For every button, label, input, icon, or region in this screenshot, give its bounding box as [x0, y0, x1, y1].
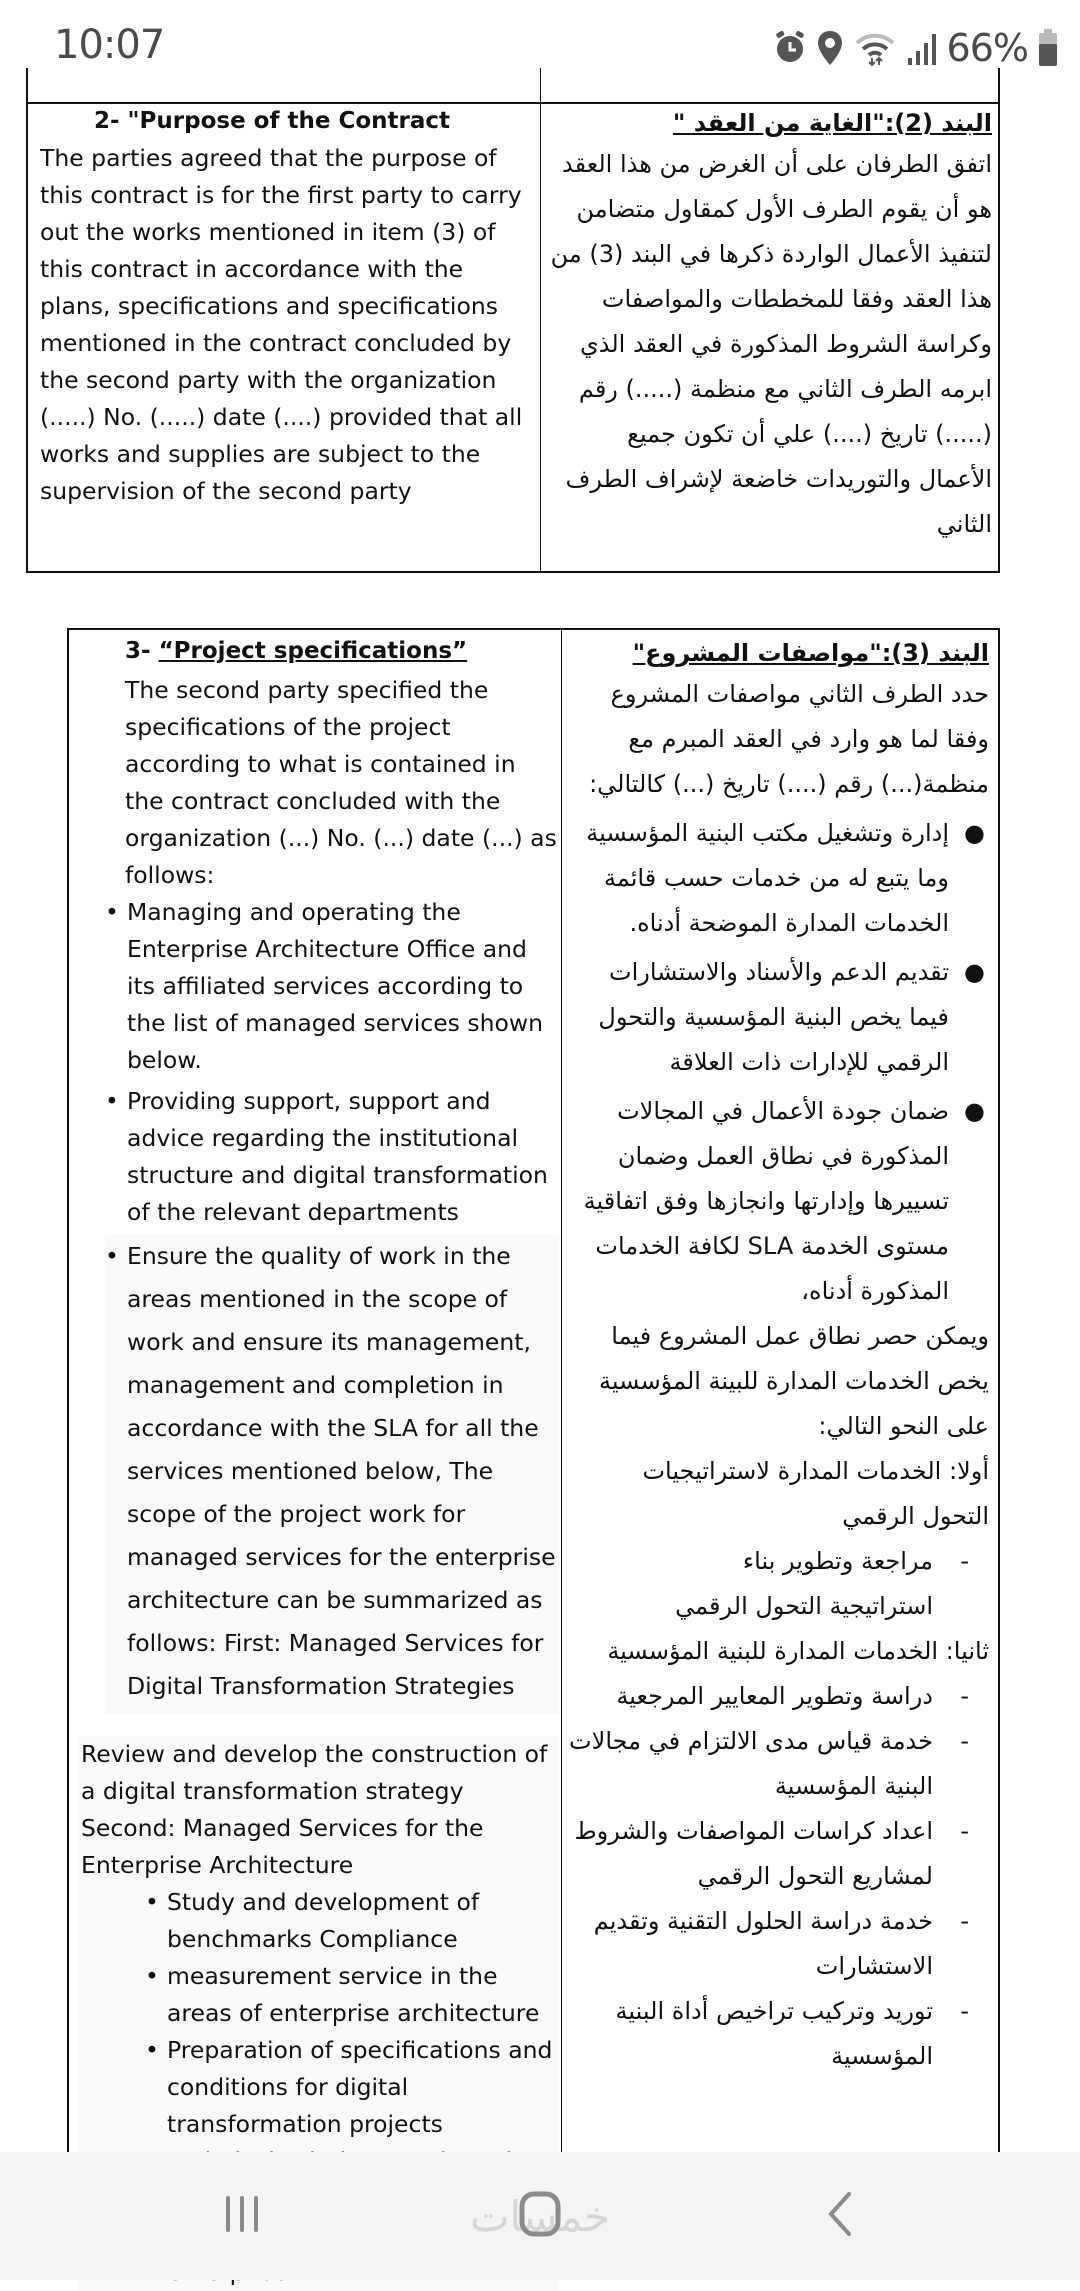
list-item: - اعداد كراسات المواصفات والشروط لمشاريع التحول الرقمي — [569, 1809, 989, 1899]
home-button[interactable] — [500, 2186, 580, 2246]
section-2-english-cell — [40, 106, 536, 571]
navigation-bar — [0, 2152, 1080, 2280]
section-3-arabic-second-items — [569, 1674, 989, 2079]
list-item: ● ضمان جودة الأعمال في المجالات المذكورة في نطاق العمل وضمان تسييرها وإدارتها وانجازها وفق اتفاقية مستوى الخدمة SLA لكافة الخدمات المذكورة أدناه، — [569, 1089, 989, 1314]
section-2-english-heading: 2- "Purpose of the Contract — [94, 108, 451, 134]
back-button[interactable] — [800, 2186, 880, 2246]
previous-row — [28, 68, 998, 104]
list-item: ● تقديم الدعم والأسناد والاستشارات فيما يخص البنية المؤسسية والتحول الرقمي للإدارات ذات العلاقة — [569, 950, 989, 1085]
section-2-arabic-cell — [548, 104, 992, 571]
section-3-arabic-second-heading: ثانيا: الخدمات المدارة للبنية المؤسسية — [607, 1637, 989, 1665]
location-icon — [817, 30, 843, 66]
section-3-arabic-scope: ويمكن حصر نطاق عمل المشروع فيما يخص الخدمات المدارة للبينة المؤسسية على النحو التالي: — [599, 1322, 989, 1440]
back-icon — [825, 2191, 855, 2242]
paragraph: Review and develop the construction of a digital transformation strategy — [81, 1740, 548, 1805]
section-3-arabic-first-heading: أولا: الخدمات المدارة لاستراتيجيات التحول الرقمي — [642, 1457, 989, 1530]
wifi-icon — [853, 30, 897, 66]
list-item: - خدمة دراسة الحلول التقنية وتقديم الاستشارات — [569, 1899, 989, 1989]
bullet-text: Preparation of specifications and conditions for digital transformation projects — [167, 2036, 553, 2138]
section-3-arabic-intro: حدد الطرف الثاني مواصفات المشروع وفقا لما هو وارد في العقد المبرم مع منظمة(...) رقم (....) تاريخ (...) كالتالي: — [589, 680, 989, 798]
section-2-table — [26, 68, 1000, 573]
bullet-text: خدمة دراسة الحلول التقنية وتقديم الاستشارات — [593, 1907, 933, 1980]
list-item: • Providing support, support and advice regarding the institutional structure and digital transformation of the relevant departments — [105, 1083, 559, 1231]
list-item: • Ensure the quality of work in the areas mentioned in the scope of work and ensure its management, management and completion in accordance with the SLA for all the services mentioned below, The scope of the project work for managed services for the enterprise architecture can be summarized as follows: First: Managed Services for Digital Transformation Strategies — [105, 1235, 559, 1714]
list-item: ● إدارة وتشغيل مكتب البنية المؤسسية وما يتبع له من خدمات حسب قائمة الخدمات المدارة الموضحة أدناه. — [569, 811, 989, 946]
list-item: • measurement service in the areas of enterprise architecture — [145, 1958, 559, 2032]
section-3-arabic-cell — [569, 634, 989, 2188]
list-item: • Managing and operating the Enterprise Architecture Office and its affiliated services according to the list of managed services shown below. — [105, 894, 559, 1079]
watermark: خمسات — [470, 2192, 611, 2241]
column-divider — [540, 68, 541, 571]
column-divider — [561, 630, 562, 2188]
list-item: • Study and development of benchmarks Compliance — [145, 1884, 559, 1958]
section-3-english-cell — [77, 636, 559, 2188]
list-item: - توريد وتركيب تراخيص أداة البنية المؤسسية — [569, 1989, 989, 2079]
paragraph: Second: Managed Services for the Enterprise Architecture — [81, 1814, 484, 1879]
bullet-text: خدمة قياس مدى الالتزام في مجالات البنية المؤسسية — [569, 1727, 933, 1800]
home-icon — [518, 2190, 562, 2243]
section-3-table — [67, 628, 1000, 2188]
signal-icon — [907, 30, 937, 66]
document-viewer[interactable] — [0, 88, 1080, 2152]
list-item: • Preparation of specifications and conditions for digital transformation projects — [145, 2032, 559, 2143]
recent-apps-button[interactable] — [202, 2186, 282, 2246]
bullet-text: ضمان جودة الأعمال في المجالات المذكورة في نطاق العمل وضمان تسييرها وإدارتها وانجازها وفق اتفاقية مستوى الخدمة SLA لكافة الخدمات المذكورة أدناه، — [583, 1097, 949, 1305]
bullet-text: إدارة وتشغيل مكتب البنية المؤسسية وما يتبع له من خدمات حسب قائمة الخدمات المدارة الموضحة أدناه. — [586, 819, 949, 937]
section-2-arabic-body: اتفق الطرفان على أن الغرض من هذا العقد هو أن يقوم الطرف الأول كمقاول متضامن لتنفيذ الأعمال الواردة ذكرها في البند (3) من هذا العقد وفقا للمخططات والمواصفات وكراسة الشروط المذكورة في العقد الذي ابرمه الطرف الثاني مع منظمة (.....) رقم (.....) تاريخ (....) علي أن تكون جميع الأعمال والتوريدات خاضعة لإشراف الطرف الثاني — [550, 150, 992, 538]
section-2-arabic-heading: البند (2):"الغاية من العقد " — [672, 109, 992, 137]
bullet-text: توريد وتركيب تراخيص أداة البنية المؤسسية — [615, 1997, 933, 2070]
recent-apps-icon — [220, 2192, 264, 2241]
section-2-english-body: The parties agreed that the purpose of this contract is for the first party to carry out the works mentioned in item (3) of this contract in accordance with the plans, specifications and specifications mentioned in the contract concluded by the second party with the organization (.....) No. (.....) date (....) provided that all works and supplies are subject to the supervision of the second party — [40, 144, 523, 505]
status-icons — [773, 26, 1058, 70]
battery-icon — [1038, 29, 1058, 67]
section-3-arabic-bullets — [569, 811, 989, 1314]
list-item: - مراجعة وتطوير بناء استراتيجية التحول الرقمي — [569, 1539, 989, 1629]
section-3-arabic-first-items — [569, 1539, 989, 1629]
bullet-text: تقديم الدعم والأسناد والاستشارات فيما يخص البنية المؤسسية والتحول الرقمي للإدارات ذات العلاقة — [598, 958, 949, 1076]
heading-number: 3- — [125, 638, 159, 664]
bullet-text: Ensure the quality of work in the areas mentioned in the scope of work and ensure its management, management and completion in accordance with the SLA for all the services mentioned below, The scope of the project work for managed services for the enterprise architecture can be summarized as follows: First: Managed Services for Digital Transformation Strategies — [127, 1242, 556, 1700]
section-3-english-intro: The second party specified the specifications of the project according to what is contained in the contract concluded with the organization (...) No. (...) date (...) as follows: — [125, 676, 557, 889]
bullet-text: measurement service in the areas of enterprise architecture — [167, 1962, 540, 2027]
section-3-english-bullets — [77, 894, 559, 1714]
bullet-text: Providing support, support and advice regarding the institutional structure and digital transformation of the relevant departments — [127, 1087, 548, 1226]
status-time: 10:07 — [54, 22, 165, 68]
bullet-text: Managing and operating the Enterprise Architecture Office and its affiliated services according to the list of managed services shown below. — [127, 898, 544, 1074]
battery-percentage: 66% — [946, 26, 1028, 70]
section-3-arabic-heading: البند (3):"مواصفات المشروع" — [632, 639, 989, 667]
list-item: - دراسة وتطوير المعايير المرجعية — [569, 1674, 989, 1719]
heading-text: “Project specifications” — [158, 638, 468, 664]
bullet-text: مراجعة وتطوير بناء استراتيجية التحول الرقمي — [675, 1547, 933, 1620]
bullet-text: دراسة وتطوير المعايير المرجعية — [616, 1682, 933, 1710]
list-item: - خدمة قياس مدى الالتزام في مجالات البنية المؤسسية — [569, 1719, 989, 1809]
section-3-english-heading — [125, 636, 559, 666]
bullet-text: اعداد كراسات المواصفات والشروط لمشاريع التحول الرقمي — [574, 1817, 933, 1890]
bullet-text: Study and development of benchmarks Compliance — [167, 1888, 480, 1953]
alarm-icon — [773, 30, 807, 66]
